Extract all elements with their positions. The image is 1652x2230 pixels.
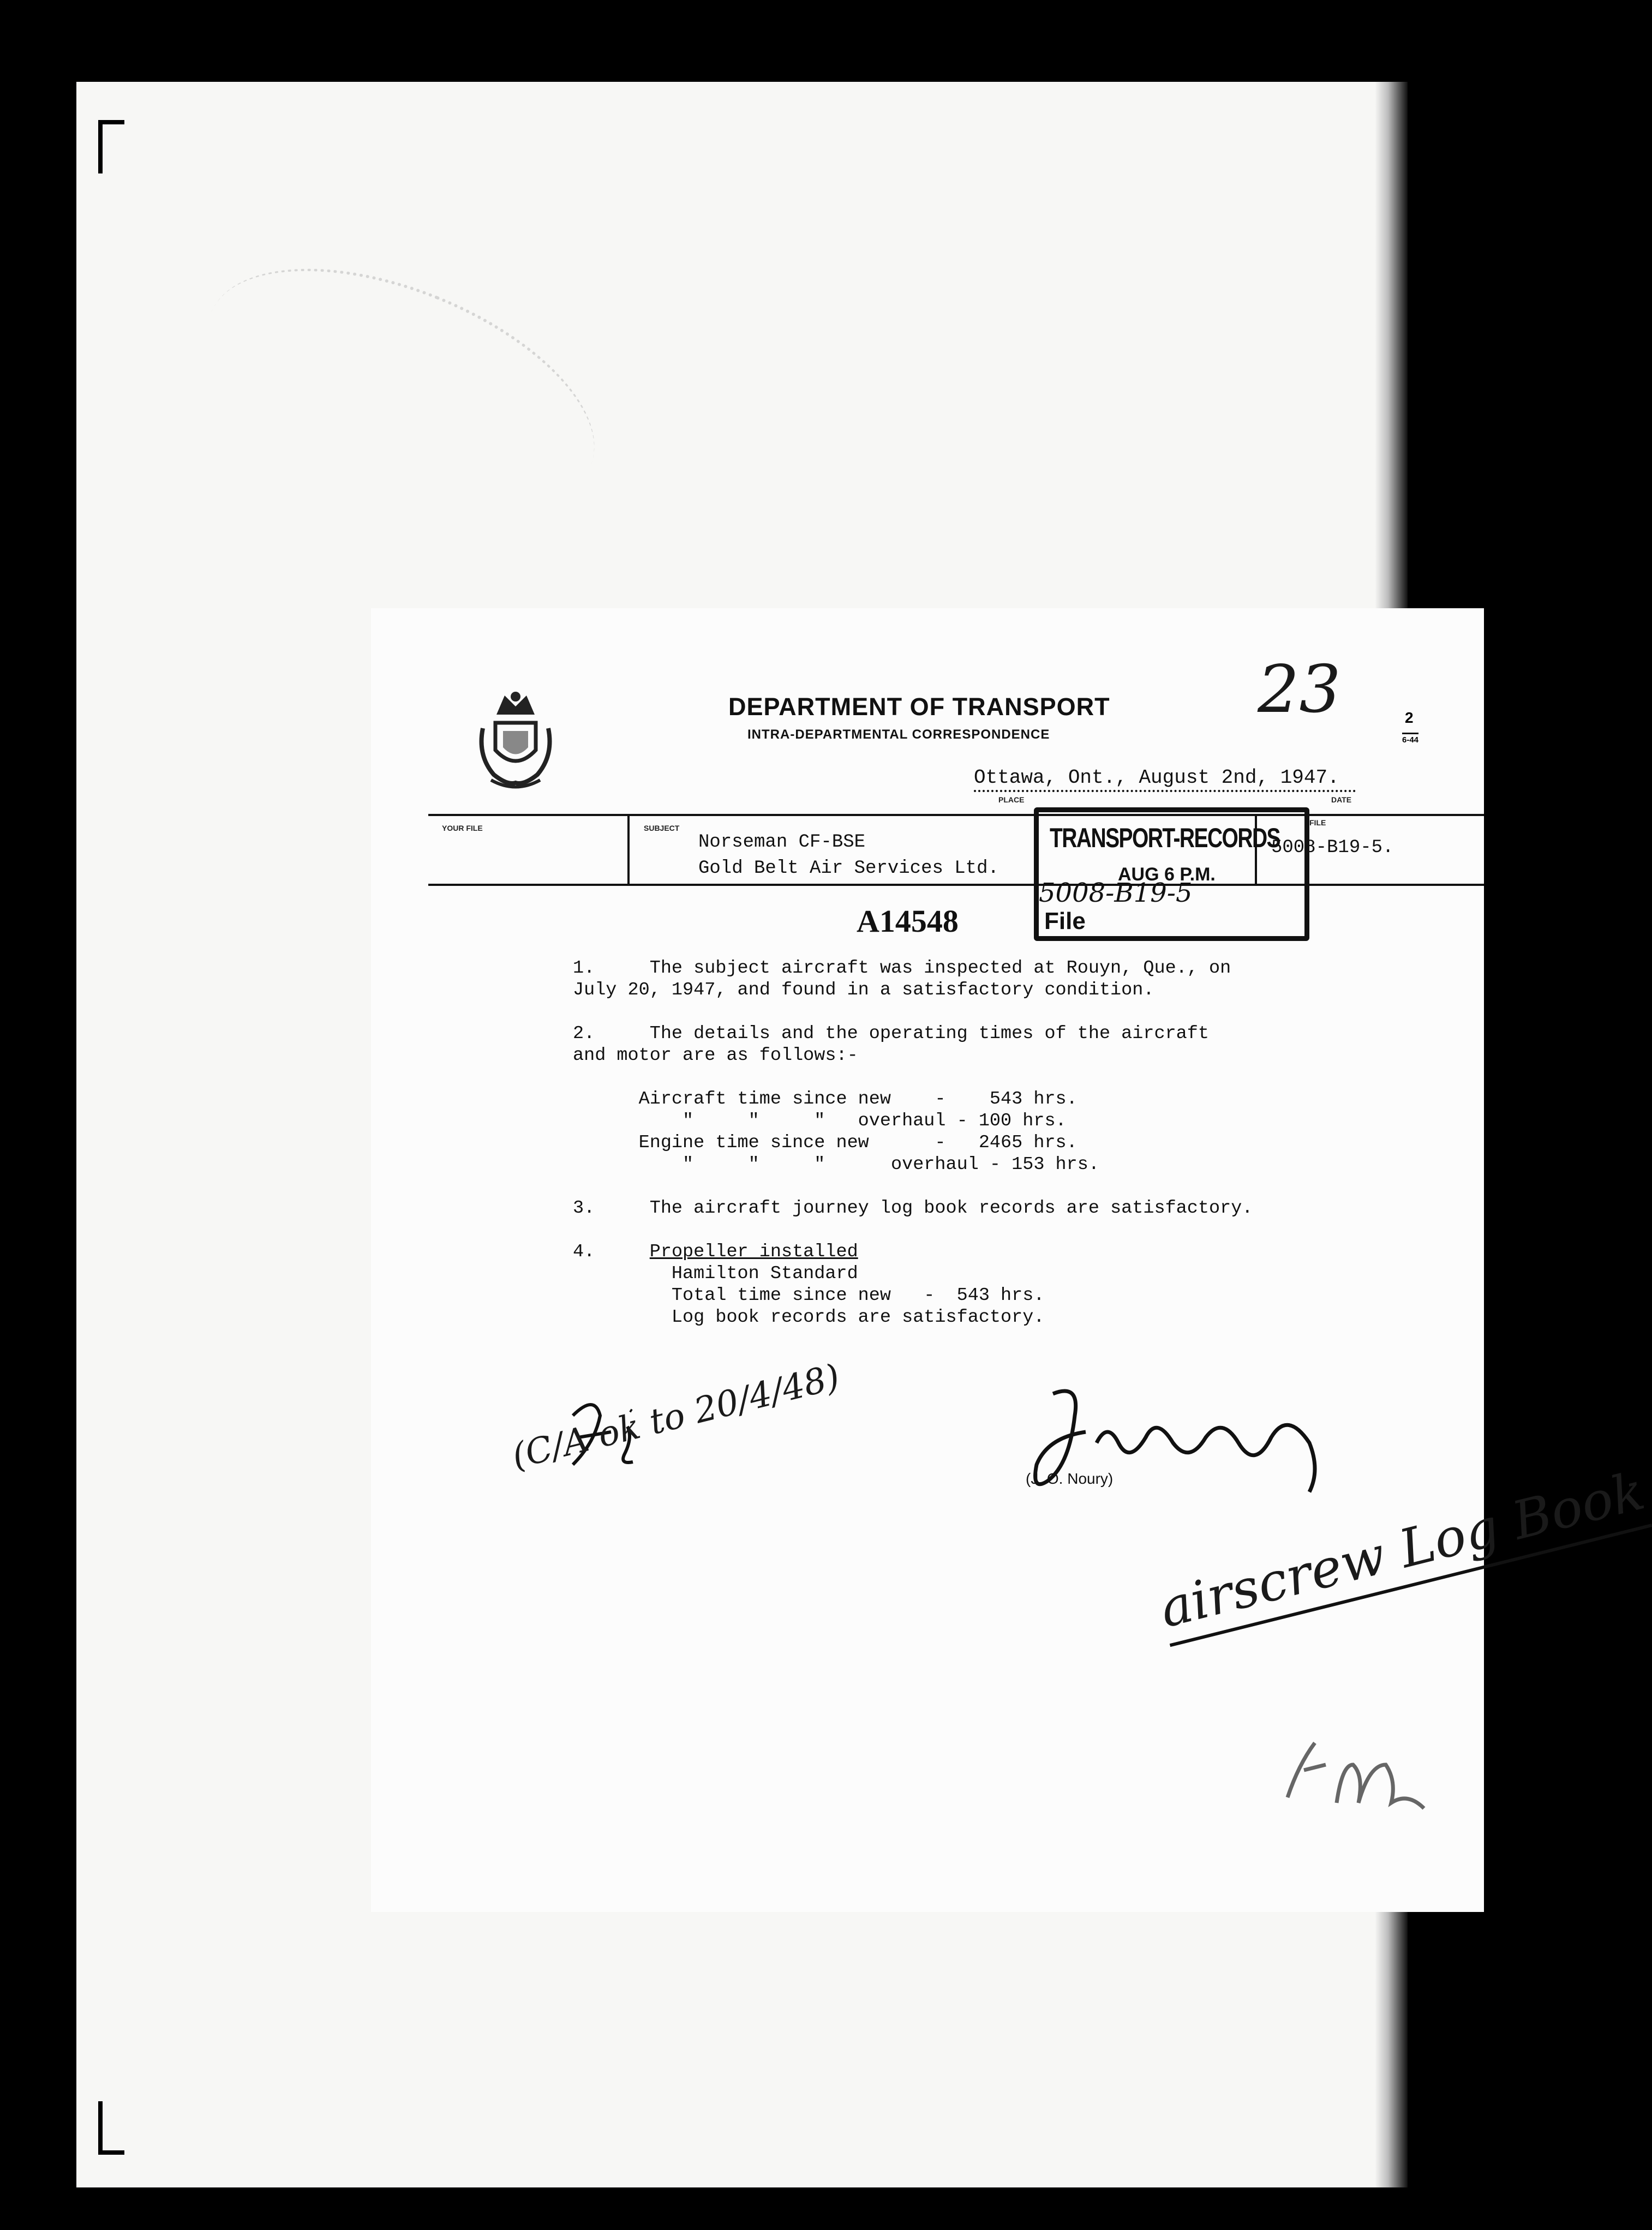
file-number: 5008-B19-5. — [1271, 837, 1394, 858]
coat-of-arms-icon — [475, 685, 556, 794]
reference-number: A14548 — [857, 903, 959, 939]
scan-artifact — [174, 220, 628, 558]
subject-line-1: Norseman CF-BSE — [698, 832, 866, 853]
form-number: 2 — [1405, 709, 1414, 726]
field-divider-left — [627, 816, 630, 884]
stamp-date: AUG 6 P.M. — [1118, 864, 1216, 885]
paragraph-4-number: 4. — [573, 1242, 650, 1262]
paragraph-4-heading: Propeller installed — [649, 1242, 858, 1262]
header-rule-bottom — [428, 884, 1484, 886]
paragraph-3: 3. The aircraft journey log book records are satisfactory. — [573, 1198, 1253, 1219]
department-title: DEPARTMENT OF TRANSPORT — [728, 693, 1110, 721]
handwritten-note: (C/A ok to 20/4/48) — [508, 1357, 844, 1477]
records-stamp — [1034, 807, 1309, 941]
crop-mark-bottom-left — [98, 2101, 124, 2155]
paragraph-2: 2. The details and the operating times of the aircraft and motor are as follows:- — [573, 1023, 1209, 1066]
subject-line-2: Gold Belt Air Services Ltd. — [698, 858, 999, 879]
department-subtitle: INTRA-DEPARTMENTAL CORRESPONDENCE — [747, 727, 1050, 742]
subject-text — [698, 829, 999, 882]
your-file-label: YOUR FILE — [442, 824, 483, 832]
scanned-page — [76, 82, 1650, 2187]
form-revision: 6-44 — [1402, 733, 1418, 745]
stamp-file-number: 5008-B19-5 — [1039, 878, 1193, 908]
operating-times: Aircraft time since new - 543 hrs. " " " overhaul - 100 hrs. Engine time since new - 2465 hrs. " " " overhaul - 153 hrs. — [638, 1089, 1099, 1175]
stamp-file-label: File — [1044, 908, 1086, 934]
subject-label: SUBJECT — [644, 824, 680, 832]
signatory-name: (J. O. Noury) — [1026, 1470, 1114, 1487]
memo-body — [573, 957, 1253, 1328]
file-label: FILE — [1309, 818, 1326, 827]
place-label: PLACE — [998, 795, 1025, 804]
handwritten-number: 23 — [1258, 652, 1341, 728]
paragraph-1: 1. The subject aircraft was inspected at Rouyn, Que., on July 20, 1947, and found in a satisfactory condition. — [573, 958, 1231, 1000]
crop-mark-top-left — [98, 120, 124, 173]
handwritten-initials — [1277, 1732, 1440, 1814]
handwritten-logbook-note: airscrew Log Book — [1154, 1460, 1652, 1647]
date-label: DATE — [1331, 795, 1352, 804]
place-date-line: Ottawa, Ont., August 2nd, 1947. — [974, 766, 1356, 792]
stamp-title: TRANSPORT-RECORDS — [1050, 823, 1280, 853]
paragraph-4-body: Hamilton Standard Total time since new - 543 hrs. Log book records are satisfactory. — [671, 1263, 1045, 1328]
header-rule-top — [428, 814, 1484, 816]
memo-document — [371, 608, 1650, 1912]
